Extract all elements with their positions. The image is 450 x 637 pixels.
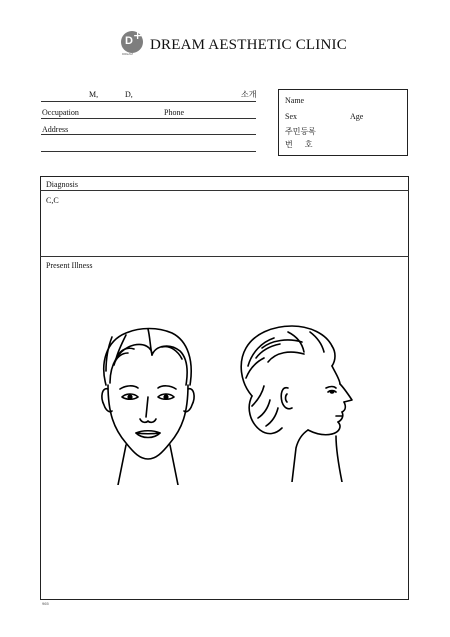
diagnosis-label: Diagnosis: [46, 180, 78, 189]
address-line-2[interactable]: [41, 151, 256, 152]
age-label: Age: [350, 112, 364, 121]
front-face-drawing: [92, 325, 202, 485]
cc-label: C,C: [46, 196, 59, 205]
id-label-line1: 주민등록: [285, 127, 316, 136]
present-illness-label: Present Illness: [46, 261, 93, 270]
occupation-label: Occupation: [42, 108, 79, 117]
id-label-line2: 번 호: [285, 140, 313, 149]
address-label: Address: [42, 125, 69, 134]
address-line-1[interactable]: [41, 134, 256, 135]
name-label: Name: [285, 96, 305, 105]
referral-m-label: M,: [89, 90, 99, 99]
form-code: 965: [42, 601, 49, 606]
referral-line: [41, 101, 256, 102]
referral-intro-label: 소개: [241, 90, 257, 99]
profile-face-drawing: [232, 322, 360, 482]
clinic-logo: [121, 31, 143, 53]
phone-label: Phone: [164, 108, 184, 117]
referral-d-label: D,: [125, 90, 133, 99]
clinic-name: DREAM AESTHETIC CLINIC: [150, 37, 347, 53]
logo-caption: DREAM: [122, 52, 133, 56]
occupation-line[interactable]: [41, 118, 256, 119]
logo-plus-icon: +: [133, 29, 143, 42]
sex-label: Sex: [285, 112, 297, 121]
logo-letter: D: [125, 35, 133, 47]
diagnosis-divider: [40, 190, 409, 191]
cc-divider: [40, 256, 409, 257]
